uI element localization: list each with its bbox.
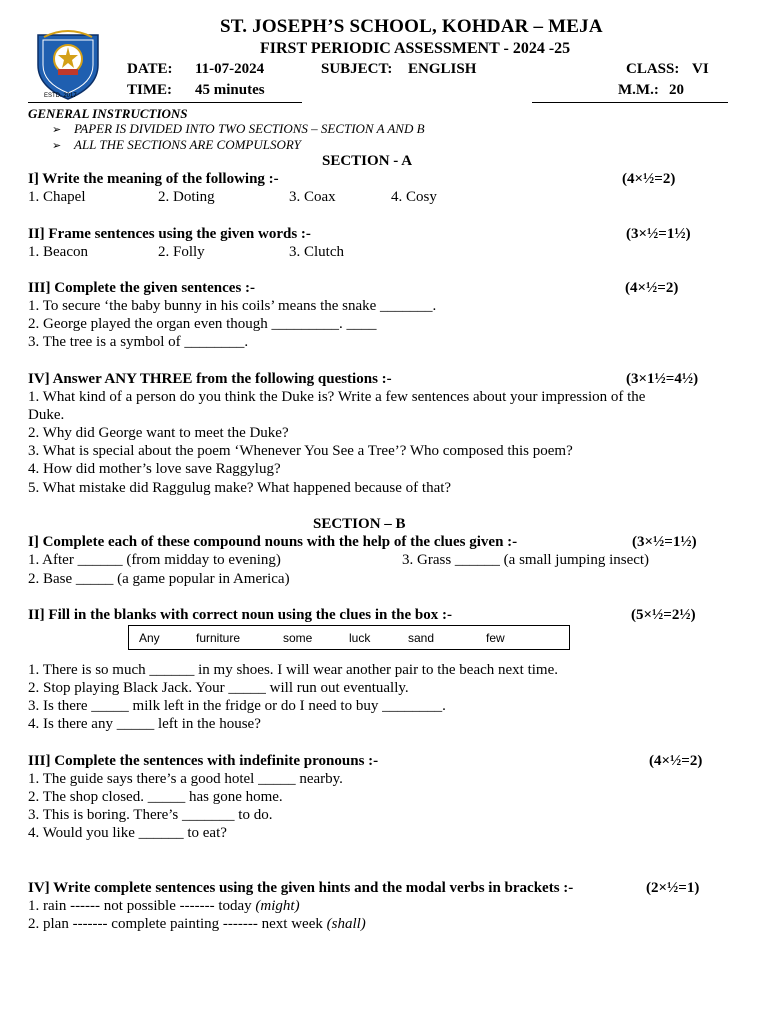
subject-label: SUBJECT: [321,61,393,77]
date-label: DATE: [127,61,173,77]
list-item: 1. Beacon [28,244,88,260]
list-item: 2. The shop closed. _____ has gone home. [28,789,283,805]
list-item: 1. The guide says there’s a good hotel _____ nearby. [28,771,343,787]
class-value: VI [692,61,709,77]
list-item: 2. plan ------- complete painting ------- next week (shall) [28,916,366,932]
list-item: 4. Cosy [391,189,437,205]
arrow-bullet-icon: ➢ [52,124,62,136]
instructions-title: GENERAL INSTRUCTIONS [28,106,188,121]
list-item: 3. Grass ______ (a small jumping insect) [402,552,650,568]
list-item: 3. This is boring. There’s _______ to do. [28,807,273,823]
header-rule-right [532,102,728,103]
list-item: 4. How did mother’s love save Raggylug? [28,461,281,477]
list-item: 4. Is there any _____ left in the house? [28,716,261,732]
box-word: luck [349,631,371,645]
list-item: 3. The tree is a symbol of ________. [28,334,249,350]
question-a3-title: III] Complete the given sentences :- [28,280,256,296]
question-a4-title: IV] Answer ANY THREE from the following questions :- [28,371,392,387]
list-item: 5. What mistake did Raggulug make? What happened because of that? [28,480,452,496]
section-a-title: SECTION - A [322,153,413,169]
box-word: furniture [196,631,241,645]
time-label: TIME: [127,82,172,98]
list-item: 1. rain ------ not possible ------- today (might) [28,898,300,914]
exam-title: FIRST PERIODIC ASSESSMENT - 2024 -25 [260,40,571,57]
list-item: 4. Would you like ______ to eat? [28,825,227,841]
mm-value: 20 [669,82,684,98]
question-a1-marks: (4×½=2) [622,171,676,187]
question-b3-title: III] Complete the sentences with indefinite pronouns :- [28,753,379,769]
header-rule-left [28,102,302,103]
question-b2-marks: (5×½=2½) [631,607,696,623]
list-item: 3. What is special about the poem ‘Whenever You See a Tree’? Who composed this poem? [28,443,573,459]
question-b4-marks: (2×½=1) [646,880,700,896]
question-b1-marks: (3×½=1½) [632,534,697,550]
list-item: Duke. [28,407,65,423]
list-item: 2. Folly [158,244,205,260]
logo-estd-text: ESTD. 2017 [44,93,77,99]
question-a3-marks: (4×½=2) [625,280,679,296]
question-b3-marks: (4×½=2) [649,753,703,769]
question-b2-title: II] Fill in the blanks with correct noun using the clues in the box :- [28,607,452,623]
list-item: 1. To secure ‘the baby bunny in his coils’ means the snake _______. [28,298,437,314]
list-item: 2. George played the organ even though _________. ____ [28,316,377,332]
box-word: sand [408,631,435,645]
date-value: 11-07-2024 [195,61,265,77]
question-a1-title: I] Write the meaning of the following :- [28,171,279,187]
question-a2-marks: (3×½=1½) [626,226,691,242]
list-item: 3. Coax [289,189,336,205]
list-item: 2. Why did George want to meet the Duke? [28,425,289,441]
word-box [128,625,570,650]
instruction-item: ➢ PAPER IS DIVIDED INTO TWO SECTIONS – SECTION A AND B [52,120,425,139]
section-b-title: SECTION – B [313,516,406,532]
list-item: 3. Clutch [289,244,344,260]
school-logo-icon [30,25,106,101]
list-item: 1. There is so much ______ in my shoes. I will wear another pair to the beach next time. [28,662,559,678]
subject-value: ENGLISH [408,61,477,77]
question-b1-title: I] Complete each of these compound nouns with the help of the clues given :- [28,534,518,550]
list-item: 1. After ______ (from midday to evening) [28,552,281,568]
list-item: 1. What kind of a person do you think the Duke is? Write a few sentences about your impression of the [28,389,646,405]
arrow-bullet-icon: ➢ [52,140,62,152]
school-name: ST. JOSEPH’S SCHOOL, KOHDAR – MEJA [220,16,603,37]
list-item: 2. Doting [158,189,215,205]
class-label: CLASS: [626,61,680,77]
list-item: 2. Base _____ (a game popular in America) [28,571,290,587]
time-value: 45 minutes [195,82,265,98]
question-a2-title: II] Frame sentences using the given words :- [28,226,311,242]
box-word: some [283,631,313,645]
instruction-item: ➢ ALL THE SECTIONS ARE COMPULSORY [52,136,301,155]
list-item: 3. Is there _____ milk left in the fridge or do I need to buy ________. [28,698,446,714]
box-word: few [486,631,505,645]
question-a4-marks: (3×1½=4½) [626,371,699,387]
list-item: 1. Chapel [28,189,86,205]
list-item: 2. Stop playing Black Jack. Your _____ will run out eventually. [28,680,409,696]
question-b4-title: IV] Write complete sentences using the given hints and the modal verbs in brackets :- [28,880,574,896]
box-word: Any [139,631,160,645]
mm-label: M.M.: [618,82,659,98]
